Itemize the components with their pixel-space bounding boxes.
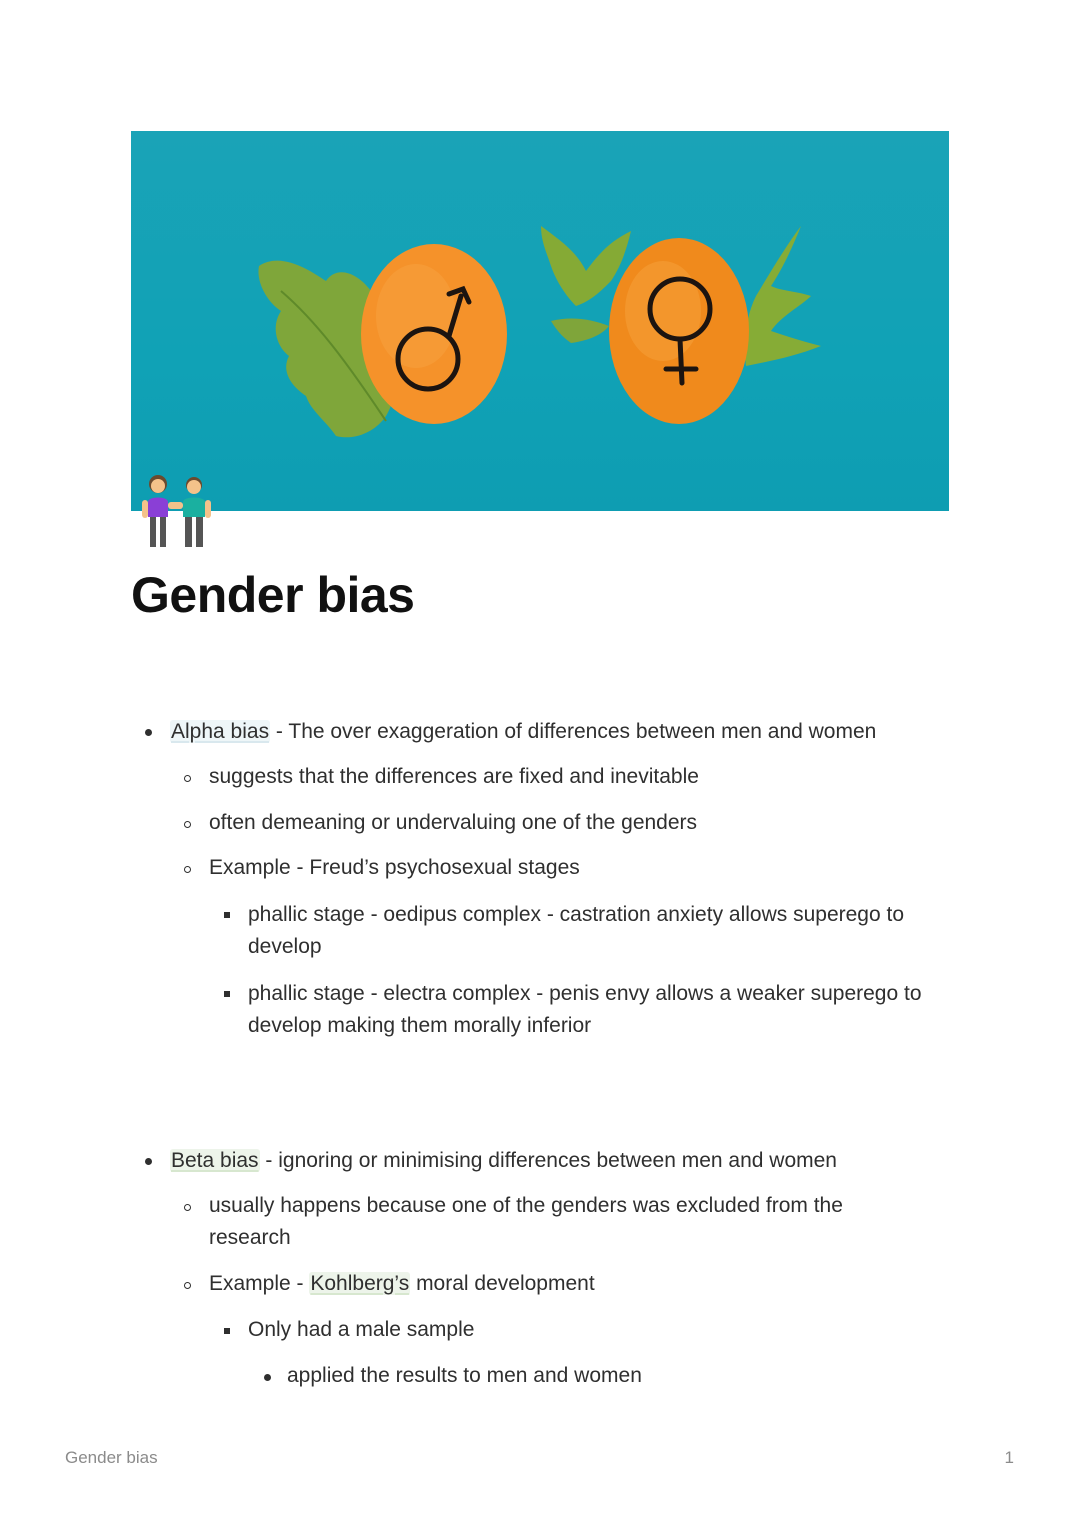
eggs-illustration: [131, 131, 949, 511]
bullet-disc: [145, 1158, 152, 1165]
list-item-alpha-bias: [170, 716, 876, 748]
bullet-square: [224, 912, 230, 918]
page-title: Gender bias: [131, 567, 415, 623]
list-item: often demeaning or undervaluing one of the genders: [209, 811, 698, 834]
egg-female: [609, 238, 749, 424]
example-prefix: Example -: [209, 1272, 310, 1295]
list-item-continuation: develop: [248, 935, 322, 958]
list-item: phallic stage - oedipus complex - castration anxiety allows superego to: [248, 903, 905, 926]
list-item-example: [209, 1268, 595, 1300]
list-item: Only had a male sample: [248, 1318, 475, 1341]
bullet-circle: [184, 775, 191, 782]
list-item: Example - Freud’s psychosexual stages: [209, 856, 580, 879]
bullet-circle: [184, 866, 191, 873]
list-item-beta-bias: [170, 1145, 837, 1177]
bullet-disc: [264, 1374, 271, 1381]
bullet-circle: [184, 1282, 191, 1289]
example-suffix: moral development: [410, 1272, 595, 1295]
alpha-bias-definition: - The over exaggeration of differences between men and women: [270, 720, 877, 743]
couple-holding-hands-icon: [136, 472, 218, 552]
list-item-continuation: research: [209, 1226, 291, 1249]
alpha-bias-term[interactable]: Alpha bias: [171, 720, 270, 743]
list-item-continuation: develop making them morally inferior: [248, 1014, 592, 1037]
bullet-circle: [184, 821, 191, 828]
bullet-circle: [184, 1204, 191, 1211]
kohlberg-term[interactable]: Kohlberg’s: [310, 1272, 410, 1295]
beta-bias-definition: - ignoring or minimising differences between men and women: [259, 1149, 837, 1172]
cover-image: [131, 131, 949, 511]
bullet-square: [224, 1328, 230, 1334]
footer-title: Gender bias: [65, 1448, 158, 1467]
list-item: phallic stage - electra complex - penis envy allows a weaker superego to: [248, 982, 922, 1005]
list-item: applied the results to men and women: [287, 1364, 642, 1387]
bullet-square: [224, 991, 230, 997]
page-number: 1: [1004, 1448, 1014, 1467]
egg-male: [361, 244, 507, 424]
list-item: usually happens because one of the genders was excluded from the: [209, 1194, 843, 1217]
bullet-disc: [145, 729, 152, 736]
beta-bias-term[interactable]: Beta bias: [171, 1149, 259, 1172]
list-item: suggests that the differences are fixed and inevitable: [209, 765, 699, 788]
